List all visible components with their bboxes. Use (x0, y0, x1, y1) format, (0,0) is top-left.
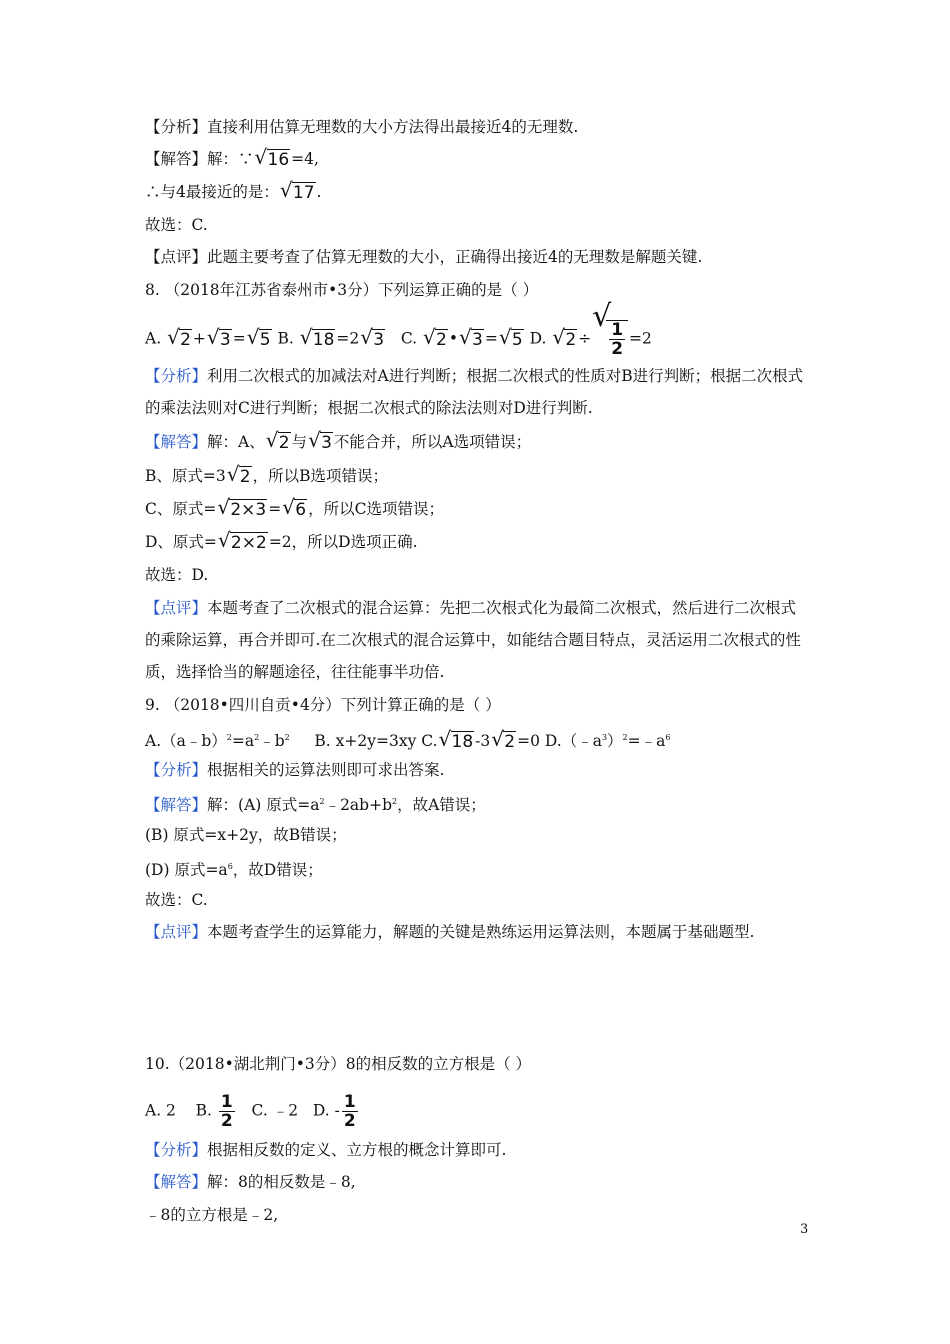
q9-answer-a (145, 791, 486, 816)
comment-tag: 【点评】 (145, 923, 208, 941)
radicand: 2 (565, 329, 577, 350)
analysis-text: 根据相反数的定义、立方根的概念计算即可. (207, 1141, 507, 1159)
sqrt-16: √ 16 (254, 145, 290, 170)
denominator: 2 (220, 1111, 233, 1131)
radicand: 3 (219, 329, 231, 350)
q8-stem: 8. （2018年江苏省泰州市•3分）下列运算正确的是（ ） (145, 281, 539, 299)
sqrt-6: √ 6 (282, 495, 307, 520)
option-a-label: A. (145, 329, 162, 348)
operator: -3 (475, 732, 491, 750)
sqrt-2: √ 2 (167, 324, 191, 350)
fraction-half (219, 1093, 235, 1130)
numerator: 1 (611, 320, 624, 340)
q8-answer-b (145, 462, 388, 488)
q9-comment (145, 921, 754, 943)
option-b-label: B. (277, 329, 294, 348)
q7-choose: 故选：C. (145, 216, 208, 234)
q7-answer-line2 (145, 178, 322, 204)
radicand: 2×2 (230, 533, 267, 553)
option-a: A.（a﹣b） (145, 732, 227, 750)
radicand: 18 (312, 329, 335, 350)
sqrt-18: √ 18 (438, 727, 474, 752)
sqrt-18: √ 18 (299, 324, 335, 350)
exponent: 2 (226, 733, 232, 742)
sqrt-2x2: √ 2×2 (217, 528, 267, 553)
sqrt-5: √ 5 (246, 324, 271, 350)
radicand: 2 (180, 329, 191, 350)
option-d: D. (312, 1101, 330, 1120)
q8-analysis (145, 360, 810, 424)
sqrt-3: √ 3 (360, 324, 385, 350)
sqrt-3: √ 3 (459, 324, 483, 350)
answer-text: (D) 原式=a (145, 861, 228, 879)
q9-answer-d (145, 856, 323, 881)
exponent: 2 (319, 797, 325, 806)
answer-tag: 【解答】 (145, 796, 208, 814)
q7-answer (145, 145, 319, 171)
radicand: 3 (373, 329, 385, 350)
sqrt-3: √ 3 (206, 324, 231, 350)
answer-text: ﹣2ab+b (324, 796, 392, 814)
exponent: 2 (392, 797, 398, 806)
option-b: B. (195, 1101, 212, 1120)
q9-analysis (145, 759, 444, 781)
comment-text: 本题考查学生的运算能力，解题的关键是熟练运用运算法则，本题属于基础题型. (207, 923, 755, 941)
answer-text: 解：(A) 原式=a (207, 796, 320, 814)
operator: • (448, 329, 459, 348)
comment-tag: 【点评】 (145, 248, 208, 266)
q8-comment (145, 592, 810, 688)
answer-text: ，故A错误； (397, 796, 486, 814)
operator: - (334, 1101, 340, 1120)
fraction (609, 321, 625, 358)
q8-answer-d (145, 528, 418, 554)
analysis-tag: 【分析】 (145, 118, 208, 136)
option-d: ） (607, 732, 623, 750)
q8-answer-c (145, 495, 444, 521)
exponent: 3 (601, 733, 608, 742)
answer-text: ，所以B选项错误； (252, 467, 388, 485)
radicand: 3 (472, 329, 483, 350)
option-a: A. 2 (145, 1101, 176, 1120)
option-c-label: C. (400, 329, 418, 348)
q8-options (145, 299, 652, 359)
exponent: 6 (227, 862, 233, 871)
radicand: 17 (292, 183, 315, 203)
answer-text: D、原式= (145, 533, 217, 551)
operator: =0 (517, 732, 540, 750)
answer-text: 解：8的相反数是﹣8, (207, 1173, 356, 1191)
operator: = (268, 500, 282, 518)
q10-answer-line2: ﹣8的立方根是﹣2, (145, 1206, 279, 1224)
answer-text: B、原式=3 (145, 467, 226, 485)
option-b: B. x+2y=3xy (314, 732, 417, 750)
operator: =2 (336, 329, 360, 348)
sqrt-2: √ 2 (423, 324, 447, 350)
answer-text: 与 (291, 433, 308, 451)
q9-answer-b: (B) 原式=x+2y，故B错误； (145, 826, 347, 844)
q9-stem: 9. （2018•四川自贡•4分）下列计算正确的是（ ） (145, 696, 501, 714)
analysis-text: 根据相关的运算法则即可求出答案. (207, 761, 445, 779)
q9-choose: 故选：C. (145, 891, 208, 909)
sqrt-half: √ $\frac{1}{2}$ (592, 320, 628, 358)
option-a: =a (231, 732, 255, 750)
q8-answer-a (145, 428, 532, 454)
radicand: 5 (511, 329, 523, 350)
comment-text: 此题主要考查了估算无理数的大小，正确得出接近4的无理数是解题关键. (207, 248, 703, 266)
operator: + (192, 329, 206, 348)
q9-options (145, 727, 670, 753)
radicand: 2 (278, 433, 290, 453)
fraction-half (342, 1093, 358, 1130)
answer-text: C、原式= (145, 500, 217, 518)
exponent: 2 (622, 733, 628, 742)
q10-stem: 10.（2018•湖北荆门•3分）8的相反数的立方根是（ ） (145, 1055, 532, 1073)
answer-tag: 【解答】 (145, 1173, 208, 1191)
sqrt-5: √ 5 (498, 324, 523, 350)
answer-text: =2，所以D选项正确. (268, 533, 418, 551)
q7-analysis (145, 116, 578, 138)
page-number: 3 (800, 1222, 809, 1237)
answer-text: ，故D错误； (232, 861, 323, 879)
radicand: 16 (267, 150, 290, 170)
exponent: 6 (665, 733, 671, 742)
option-a: ﹣b (259, 732, 285, 750)
q10-analysis (145, 1139, 506, 1161)
answer-text: 解：A、 (207, 433, 265, 451)
option-d-label: D. (529, 329, 547, 348)
answer-text: =4, (291, 150, 319, 168)
operator: = (232, 329, 246, 348)
radicand: 2 (239, 467, 251, 487)
radicand: 5 (259, 329, 271, 350)
radicand: 18 (451, 732, 474, 752)
q10-answer (145, 1171, 356, 1193)
radicand: 3 (321, 433, 332, 453)
analysis-tag: 【分析】 (145, 1141, 208, 1159)
q10-options (145, 1093, 360, 1130)
analysis-tag: 【分析】 (145, 367, 208, 385)
answer-tag: 【解答】 (145, 150, 208, 168)
answer-text: ∴与4最接近的是： (145, 183, 279, 201)
analysis-tag: 【分析】 (145, 761, 208, 779)
sqrt-2x3: √ 2×3 (217, 495, 267, 520)
operator: = (484, 329, 498, 348)
sqrt-2: √ 2 (265, 428, 290, 453)
option-c: C. (421, 732, 438, 750)
sqrt-2: √ 2 (491, 727, 516, 752)
option-d: =﹣a (627, 732, 666, 750)
option-d: D.（﹣a (544, 732, 602, 750)
denominator: 2 (343, 1111, 356, 1131)
answer-text: ，所以C选项错误； (308, 500, 444, 518)
q7-comment (145, 246, 702, 268)
analysis-text: 利用二次根式的加减法对A进行判断；根据二次根式的性质对B进行判断；根据二次根式的乘法法则对C进行判断；根据二次根式的除法法则对D进行判断. (145, 367, 804, 417)
answer-text: 解：∵ (207, 150, 254, 168)
operator: ÷ (578, 329, 592, 348)
sqrt-2: √ 2 (226, 462, 251, 487)
comment-tag: 【点评】 (145, 599, 208, 617)
operator: =2 (629, 329, 652, 348)
exponent: 2 (254, 733, 260, 742)
numerator: 1 (343, 1092, 356, 1112)
answer-tag: 【解答】 (145, 433, 208, 451)
q8-choose: 故选：D. (145, 566, 209, 584)
answer-text: 不能合并，所以A选项错误； (333, 433, 532, 451)
option-c: C. ﹣2 (251, 1101, 299, 1120)
radicand: 2×3 (230, 500, 267, 520)
numerator: 1 (220, 1092, 233, 1112)
comment-text: 本题考查了二次根式的混合运算：先把二次根式化为最简二次根式，然后进行二次根式的乘除运算，再合并即可.在二次根式的混合运算中，如能结合题目特点，灵活运用二次根式的性质，选择恰当的解题途径，往往能事半功倍. (145, 599, 801, 681)
answer-text: . (316, 183, 322, 201)
sqrt-17: √ 17 (279, 178, 315, 203)
radicand: 2 (436, 329, 447, 350)
radicand: 2 (504, 732, 516, 752)
exponent: 2 (284, 733, 290, 742)
sqrt-3: √ 3 (308, 428, 332, 453)
sqrt-2: √ 2 (552, 324, 577, 350)
denominator: 2 (611, 339, 624, 359)
radicand: 6 (295, 500, 307, 520)
analysis-text: 直接利用估算无理数的大小方法得出最接近4的无理数. (207, 118, 579, 136)
